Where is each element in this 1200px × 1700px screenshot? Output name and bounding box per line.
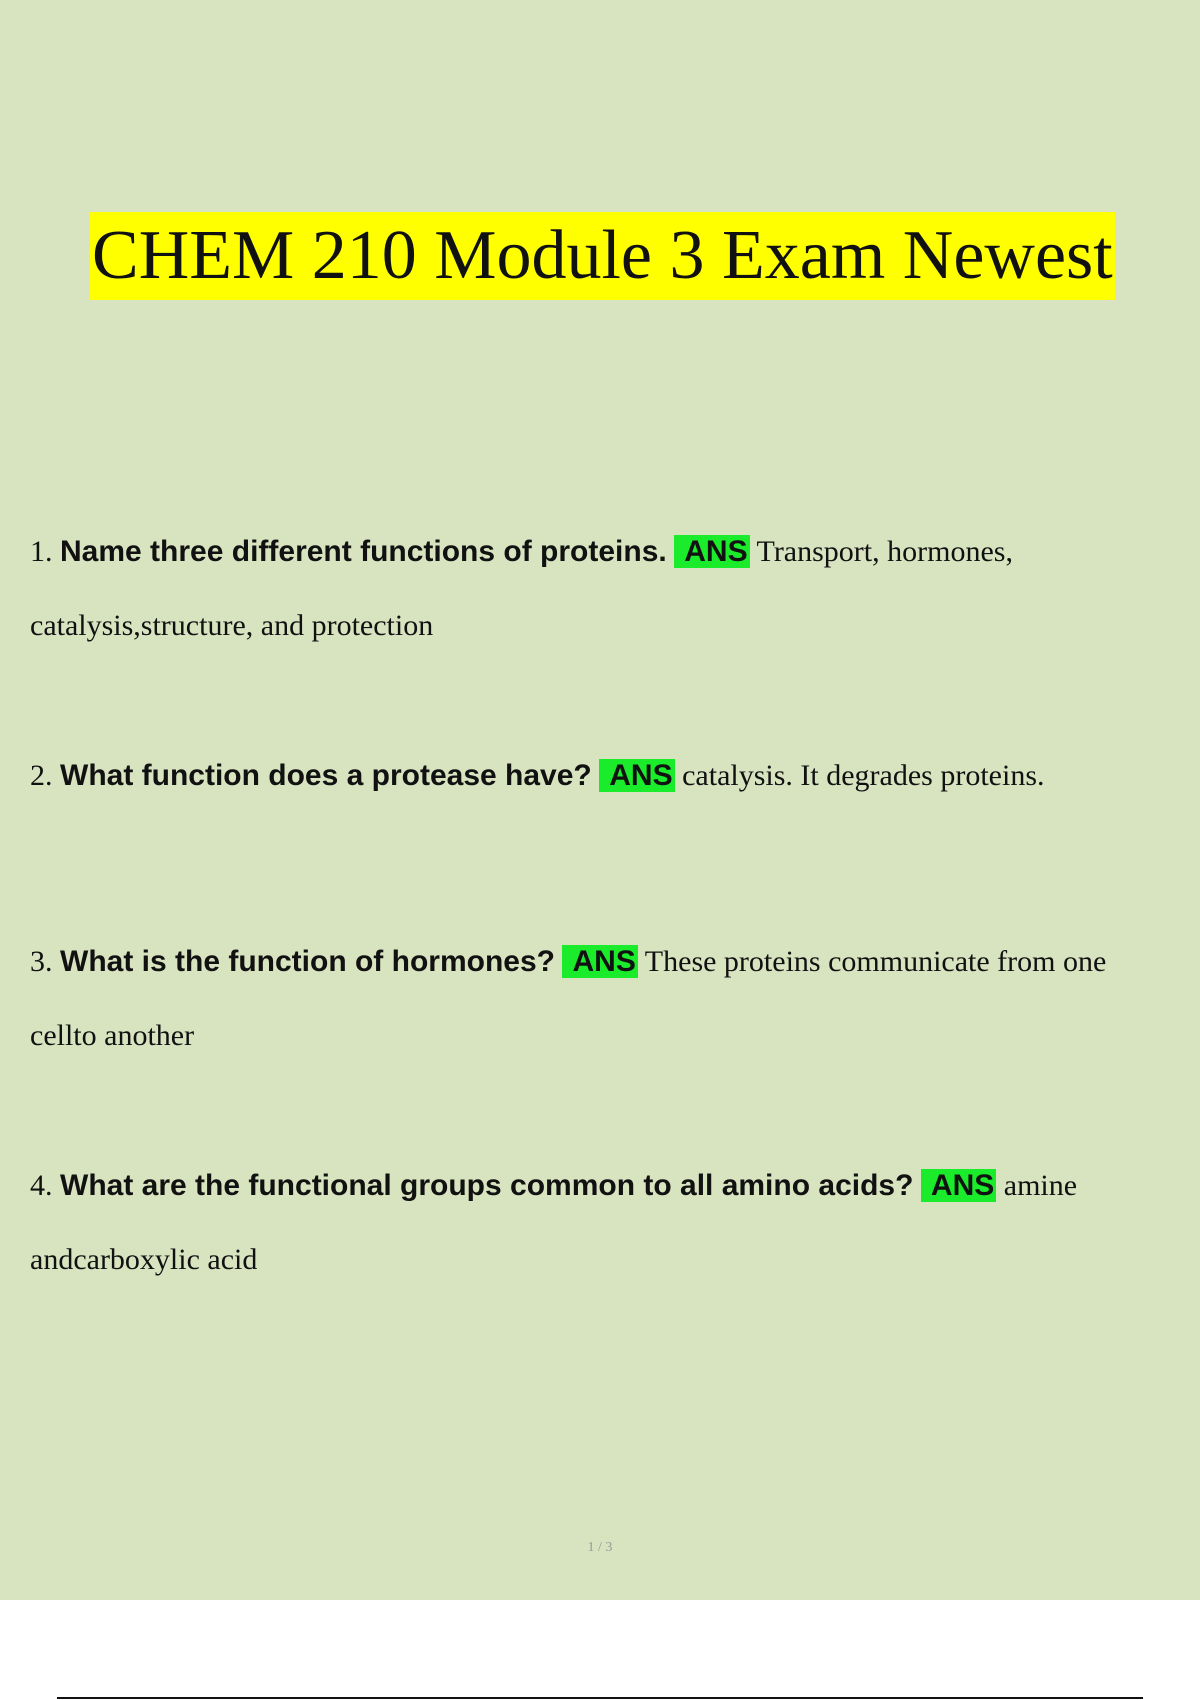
answer-text: Transport, hormones, catalysis,structure, and protection bbox=[30, 535, 1013, 642]
question-text: What are the functional groups common to all amino acids? bbox=[60, 1169, 914, 1202]
question-number: 4. bbox=[30, 1169, 53, 1202]
ans-label: ANS bbox=[674, 535, 749, 568]
page-indicator: 1 / 3 bbox=[587, 1540, 613, 1555]
question-number: 2. bbox=[30, 759, 53, 792]
ans-label: ANS bbox=[599, 759, 674, 792]
ans-label: ANS bbox=[562, 945, 637, 978]
question-text: Name three different functions of proteins. bbox=[60, 535, 667, 568]
question-number: 1. bbox=[30, 535, 53, 568]
question-item-1 bbox=[30, 515, 1180, 663]
question-item-4 bbox=[30, 1149, 1180, 1297]
question-item-3 bbox=[30, 925, 1180, 1073]
question-text: What function does a protease have? bbox=[60, 759, 592, 792]
ans-label: ANS bbox=[921, 1169, 996, 1202]
question-number: 3. bbox=[30, 945, 53, 978]
bottom-divider bbox=[57, 1697, 1143, 1699]
question-item-2 bbox=[30, 739, 1180, 813]
document-title: CHEM 210 Module 3 Exam Newest bbox=[90, 212, 1115, 300]
answer-text: catalysis. It degrades proteins. bbox=[682, 759, 1045, 792]
answer-text: These proteins communicate from one cellto another bbox=[30, 945, 1107, 1052]
answer-text: amine andcarboxylic acid bbox=[30, 1169, 1078, 1276]
question-text: What is the function of hormones? bbox=[60, 945, 555, 978]
